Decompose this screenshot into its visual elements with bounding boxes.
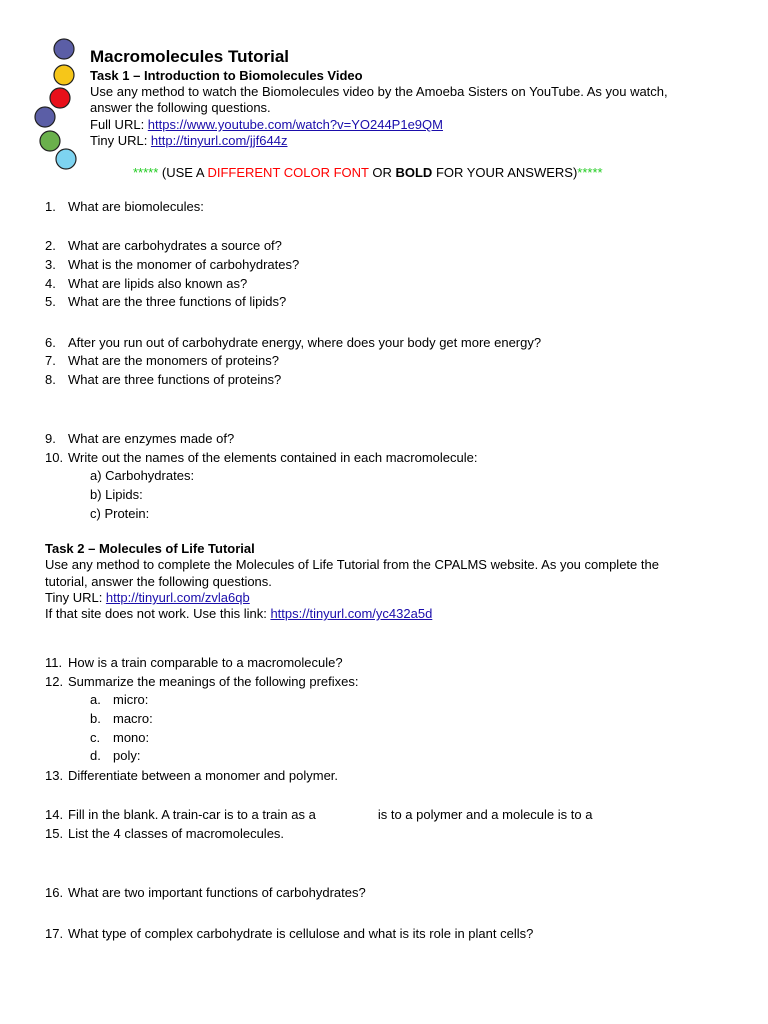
q10-part-a: a) Carbohydrates:: [90, 468, 195, 483]
bead-purple-icon: [54, 39, 74, 59]
bead-yellow-icon: [54, 65, 74, 85]
note-bold: BOLD: [395, 165, 433, 180]
question-1: 1. What are biomolecules:: [45, 199, 204, 214]
note-different-color: DIFFERENT COLOR FONT: [207, 165, 369, 180]
question-3: 3. What is the monomer of carbohydrates?: [45, 257, 300, 272]
q10-part-b: b) Lipids:: [90, 487, 143, 502]
note-stars-left: *****: [133, 165, 159, 180]
full-url-label: Full URL:: [90, 117, 148, 132]
question-15: 15. List the 4 classes of macromolecules.: [45, 826, 285, 841]
question-13: 13. Differentiate between a monomer and polymer.: [45, 768, 339, 783]
question-8: 8. What are three functions of proteins?: [45, 372, 282, 387]
task1-intro-line1: Use any method to watch the Biomolecules video by the Amoeba Sisters on YouTube. As you watch,: [90, 84, 668, 99]
page-title: Macromolecules Tutorial: [90, 47, 290, 66]
question-4: 4. What are lipids also known as?: [45, 276, 248, 291]
question-11: 11. How is a train comparable to a macromolecule?: [45, 655, 343, 670]
question-17: 17. What type of complex carbohydrate is cellulose and what is its role in plant cells?: [45, 926, 534, 941]
molecule-chain-icon: [30, 36, 90, 172]
task2-intro-line1: Use any method to complete the Molecules of Life Tutorial from the CPALMS website. As you complete the: [45, 557, 659, 572]
task2-intro-line2: tutorial, answer the following questions.: [45, 574, 272, 589]
task2-tiny-url-link[interactable]: http://tinyurl.com/zvla6qb: [105, 590, 250, 605]
bead-purple-icon: [35, 107, 55, 127]
question-9: 9. What are enzymes made of?: [45, 431, 235, 446]
prefix-macro: b. macro:: [90, 711, 153, 726]
question-7: 7. What are the monomers of proteins?: [45, 353, 279, 368]
task1-heading: Task 1 – Introduction to Biomolecules Video: [90, 68, 363, 83]
task2-alt-label: If that site does not work. Use this link:: [45, 606, 271, 621]
question-12: 12. Summarize the meanings of the following prefixes:: [45, 674, 359, 689]
task2-alt-url-link[interactable]: https://tinyurl.com/yc432a5d: [270, 606, 433, 621]
bead-red-icon: [50, 88, 70, 108]
tiny-url-link[interactable]: http://tinyurl.com/jjf644z: [150, 133, 288, 148]
note-or: OR: [368, 165, 396, 180]
tiny-url-line: [90, 133, 287, 149]
prefix-poly: d. poly:: [90, 748, 141, 763]
question-10: 10. Write out the names of the elements contained in each macromolecule:: [45, 450, 478, 465]
bead-lightblue-icon: [56, 149, 76, 169]
q10-part-c: c) Protein:: [90, 506, 150, 521]
tiny-url-label: Tiny URL:: [90, 133, 151, 148]
task2-tiny-url-label: Tiny URL:: [45, 590, 106, 605]
question-16: 16. What are two important functions of carbohydrates?: [45, 885, 366, 900]
task1-intro-line2: answer the following questions.: [90, 100, 271, 115]
answer-format-note: [133, 165, 603, 181]
prefix-mono: c. mono:: [90, 730, 150, 745]
task2-tiny-url-line: [45, 590, 250, 606]
question-14: 14. Fill in the blank. A train-car is to a train as a is to a polymer and a molecule is to a: [45, 807, 593, 822]
bead-green-icon: [40, 131, 60, 151]
prefix-micro: a. micro:: [90, 692, 149, 707]
question-2: 2. What are carbohydrates a source of?: [45, 238, 282, 253]
full-url-link[interactable]: https://www.youtube.com/watch?v=YO244P1e9QM: [147, 117, 443, 132]
note-rest: FOR YOUR ANSWERS): [432, 165, 578, 180]
task2-alt-url-line: [45, 606, 432, 622]
full-url-line: [90, 117, 443, 133]
note-stars-right: *****: [577, 165, 603, 180]
note-use-a: (USE A: [158, 165, 208, 180]
task2-heading: Task 2 – Molecules of Life Tutorial: [45, 541, 255, 556]
question-6: 6. After you run out of carbohydrate energy, where does your body get more energy?: [45, 335, 542, 350]
question-5: 5. What are the three functions of lipids?: [45, 294, 287, 309]
